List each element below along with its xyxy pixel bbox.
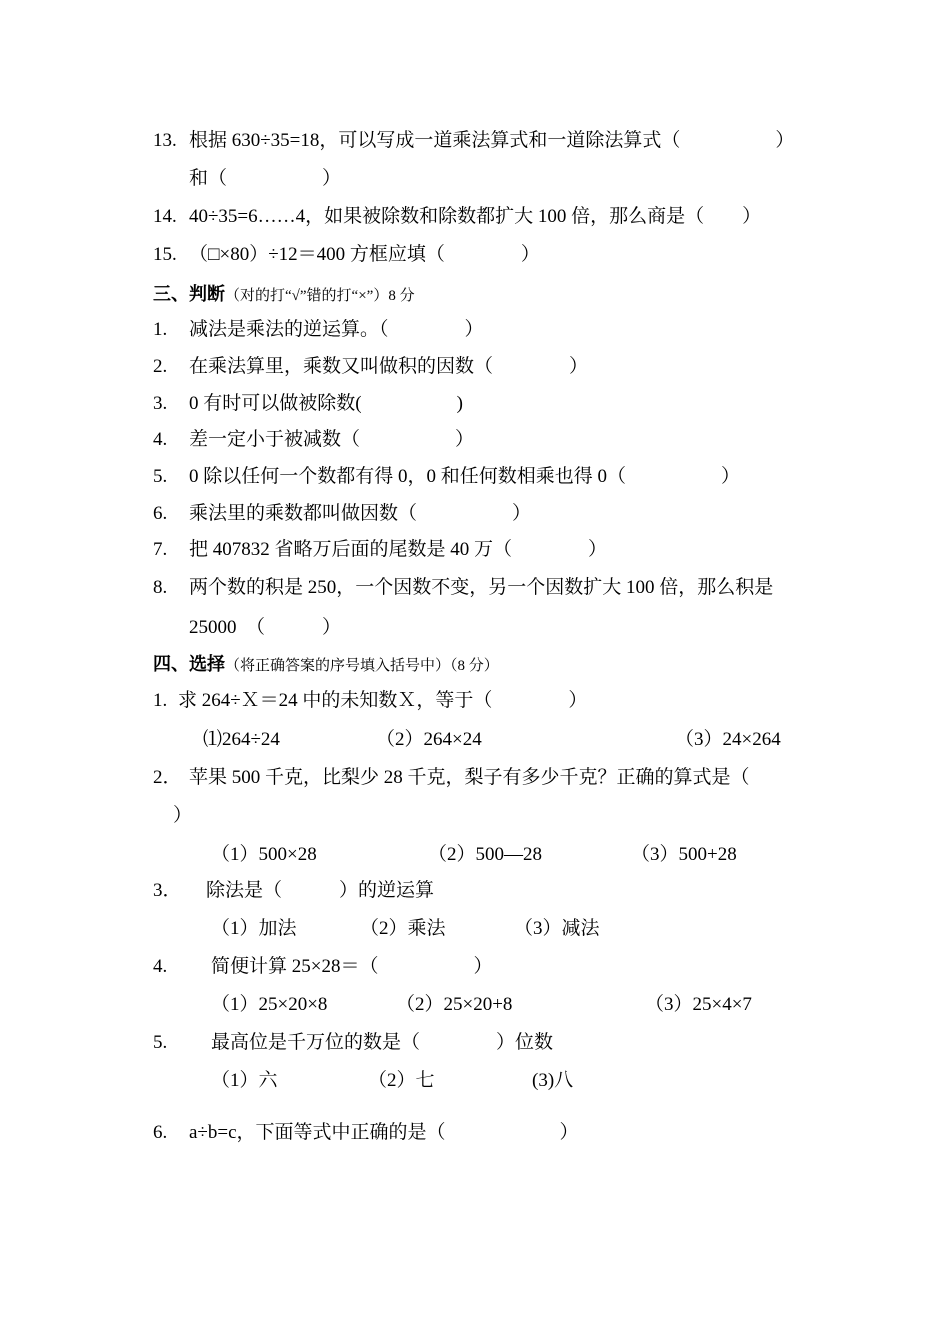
judge-item-3-text: 0 有时可以做被除数( ) xyxy=(189,393,463,414)
judge-item-2-number: 2. xyxy=(153,356,168,377)
judge-item-6-text: 乘法里的乘数都叫做因数（ ） xyxy=(189,503,532,524)
choice-item-2-option-3: （3）500+28 xyxy=(631,844,737,865)
judge-item-8-number: 8. xyxy=(153,577,168,598)
judge-item-4-text: 差一定小于被减数（ ） xyxy=(189,429,475,450)
choice-item-3-number: 3． xyxy=(153,880,182,901)
judge-item-1-text: 减法是乘法的逆运算。（ ） xyxy=(189,319,484,340)
choice-note: （将正确答案的序号填入括号中）（8 分） xyxy=(225,658,499,674)
choice-item-4-option-3: （3）25×4×7 xyxy=(645,994,752,1015)
choice-item-4-text: 简便计算 25×28＝（ ） xyxy=(211,956,493,977)
judge-note: （对的打“√”错的打“×”）8 分 xyxy=(225,288,415,304)
judge-item-5-number: 5. xyxy=(153,466,168,487)
choice-item-1-number: 1. xyxy=(153,690,168,711)
judge-heading xyxy=(153,282,415,308)
choice-item-3-option-2: （2）乘法 xyxy=(360,918,446,939)
choice-heading xyxy=(153,652,499,678)
judge-item-2-text: 在乘法算里，乘数又叫做积的因数（ ） xyxy=(189,356,589,377)
q13-number: 13. xyxy=(153,130,177,151)
judge-item-1-number: 1. xyxy=(153,319,168,340)
judge-item-8-text: 两个数的积是 250，一个因数不变，另一个因数扩大 100 倍，那么积是 xyxy=(189,577,774,598)
choice-item-5-text: 最高位是千万位的数是（ ）位数 xyxy=(211,1032,554,1053)
q14-text: 40÷35=6……4，如果被除数和除数都扩大 100 倍，那么商是（ ） xyxy=(189,206,762,227)
choice-title: 四、选择 xyxy=(153,654,225,674)
judge-item-7-number: 7. xyxy=(153,539,168,560)
judge-item-3-number: 3. xyxy=(153,393,168,414)
judge-item-5-text: 0 除以任何一个数都有得 0，0 和任何数相乘也得 0（ ） xyxy=(189,466,741,487)
choice-item-5-option-2: （2）七 xyxy=(368,1070,435,1091)
judge-item-8-text-cont: 25000 （ ） xyxy=(189,617,342,638)
choice-item-2-option-1: （1）500×28 xyxy=(211,844,317,865)
choice-item-3-text: 除法是（ ）的逆运算 xyxy=(206,880,435,901)
choice-item-1-option-3: （3）24×264 xyxy=(675,729,781,750)
choice-item-5-option-3: (3)八 xyxy=(532,1070,574,1091)
choice-item-4-option-2: （2）25×20+8 xyxy=(396,994,513,1015)
choice-item-2-option-2: （2）500—28 xyxy=(428,844,543,865)
choice-item-6-number: 6. xyxy=(153,1122,168,1143)
choice-item-3-option-3: （3）减法 xyxy=(514,918,600,939)
judge-item-7-text: 把 407832 省略万后面的尾数是 40 万（ ） xyxy=(189,539,608,560)
choice-item-2-text: 苹果 500 千克，比梨少 28 千克，梨子有多少千克？正确的算式是（ xyxy=(189,767,750,788)
q15-text: （□×80）÷12＝400 方框应填（ ） xyxy=(189,244,540,265)
judge-item-6-number: 6. xyxy=(153,503,168,524)
q14-number: 14. xyxy=(153,206,177,227)
choice-item-4-option-1: （1）25×20×8 xyxy=(211,994,328,1015)
judge-item-4-number: 4. xyxy=(153,429,168,450)
q13-text-cont: 和（ ） xyxy=(189,168,342,189)
judge-title: 三、判断 xyxy=(153,284,225,304)
choice-item-1-option-2: （2）264×24 xyxy=(376,729,482,750)
choice-item-4-number: 4. xyxy=(153,956,168,977)
choice-item-3-option-1: （1）加法 xyxy=(211,918,297,939)
choice-item-1-option-1: ⑴264÷24 xyxy=(203,729,280,750)
choice-item-5-option-1: （1）六 xyxy=(211,1070,278,1091)
choice-item-2-number: 2． xyxy=(153,767,182,788)
choice-item-1-text: 求 264÷Ｘ＝24 中的未知数Ｘ，等于（ ） xyxy=(178,690,588,711)
choice-item-2-text-cont: ） xyxy=(173,805,193,826)
choice-item-6-text: a÷b=c，下面等式中正确的是（ ） xyxy=(189,1122,579,1143)
choice-item-5-number: 5. xyxy=(153,1032,168,1053)
q13-text: 根据 630÷35=18，可以写成一道乘法算式和一道除法算式（ ） xyxy=(189,130,795,151)
q15-number: 15. xyxy=(153,244,177,265)
